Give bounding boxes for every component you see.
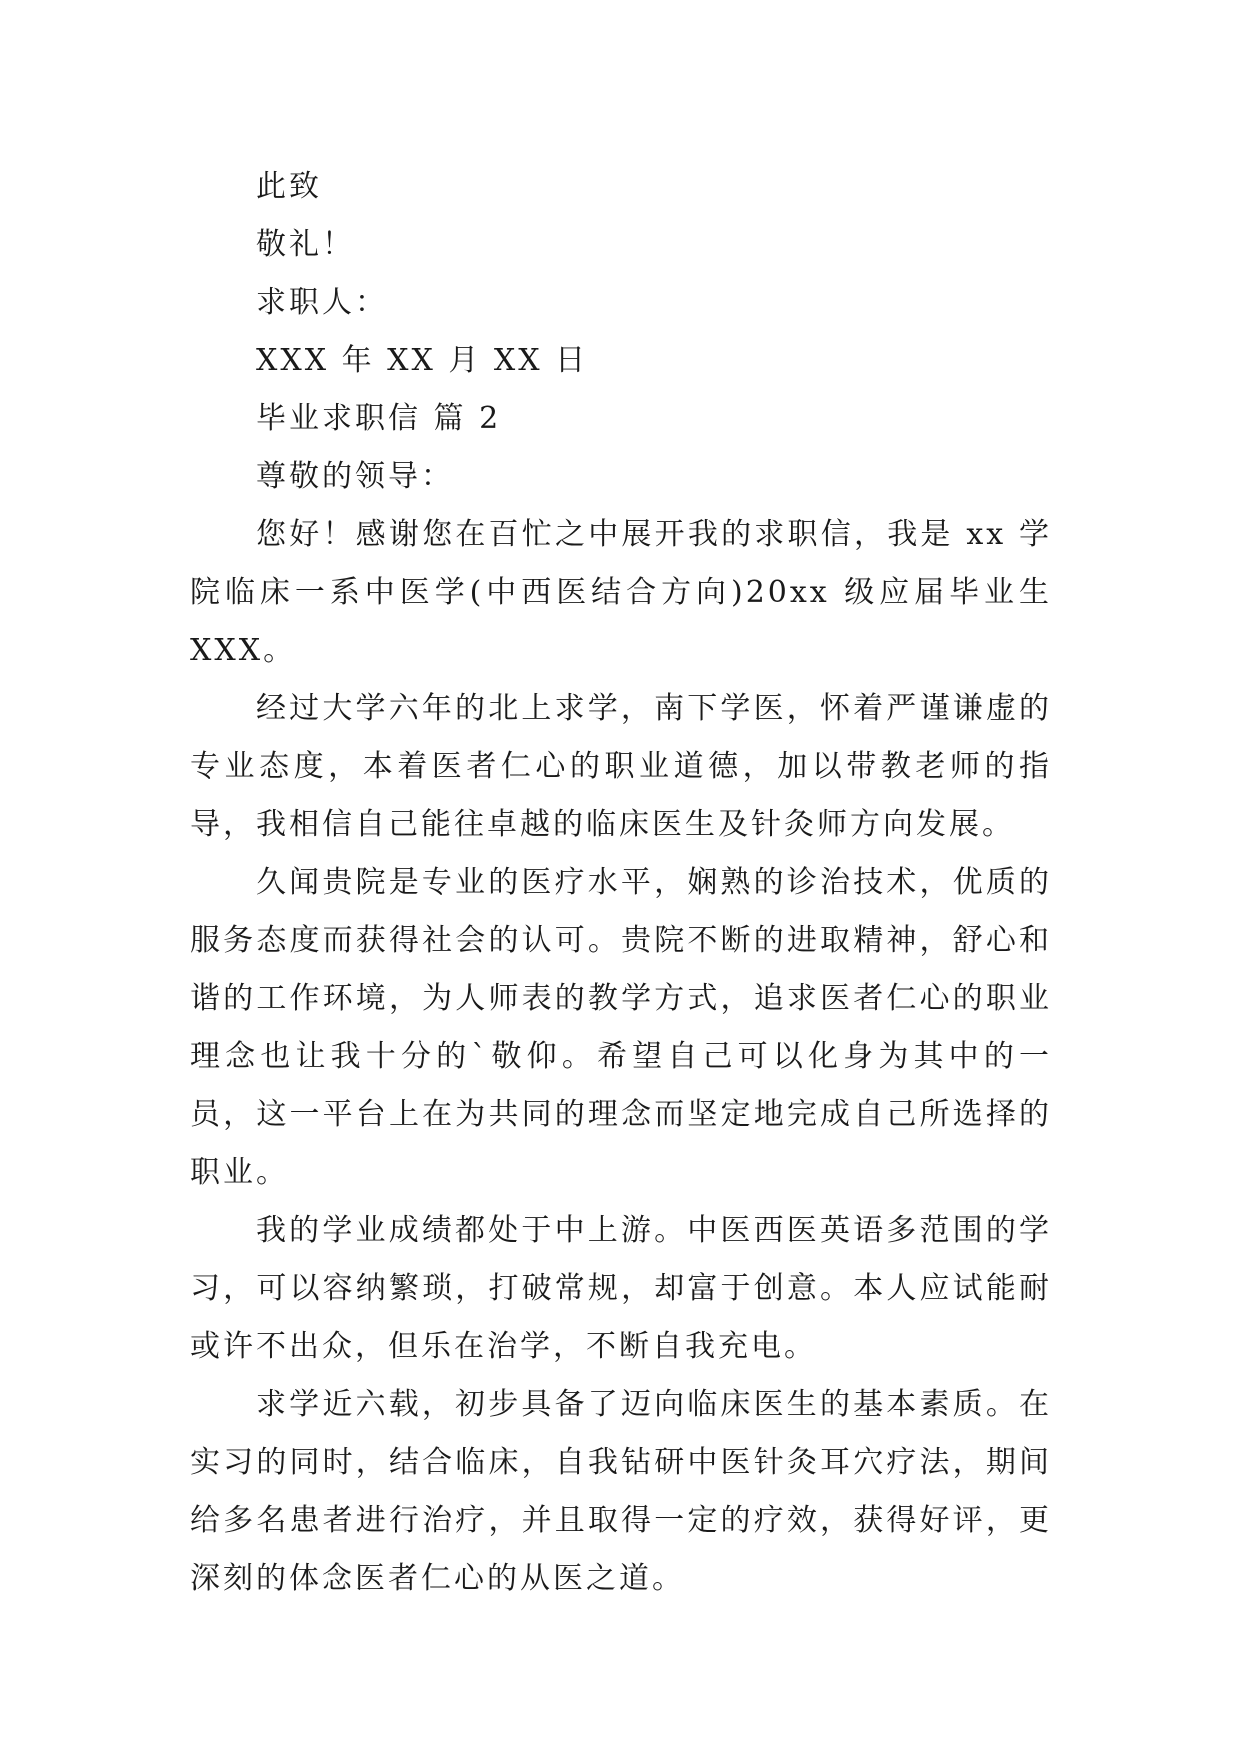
- closing-salutation: 此致: [256, 169, 322, 204]
- letter-date: XXX 年 XX 月 XX 日: [256, 343, 589, 378]
- greeting: 尊敬的领导：: [256, 459, 454, 494]
- paragraph-intro: 您好！感谢您在百忙之中展开我的求职信，我是 xx 学院临床一系中医学(中西医结合方向)20xx 级应届毕业生 XXX。: [190, 517, 1052, 668]
- paragraph-background: 经过大学六年的北上求学，南下学医，怀着严谨谦虚的专业态度，本着医者仁心的职业道德，加以带教老师的指导，我相信自己能往卓越的临床医生及针灸师方向发展。: [190, 691, 1052, 842]
- letter-section-title: 毕业求职信 篇 2: [256, 401, 502, 436]
- document-body: [190, 158, 1052, 1608]
- closing-regards: 敬礼！: [256, 227, 355, 262]
- paragraph-hospital: 久闻贵院是专业的医疗水平，娴熟的诊治技术，优质的服务态度而获得社会的认可。贵院不断的进取精神，舒心和谐的工作环境，为人师表的教学方式，追求医者仁心的职业理念也让我十分的`敬仰。希望自己可以化身为其中的一员，这一平台上在为共同的理念而坚定地完成自己所选择的职业。: [190, 865, 1052, 1190]
- paragraph-academics: 我的学业成绩都处于中上游。中医西医英语多范围的学习，可以容纳繁琐，打破常规，却富于创意。本人应试能耐或许不出众，但乐在治学，不断自我充电。: [190, 1213, 1052, 1364]
- paragraph-practice: 求学近六载，初步具备了迈向临床医生的基本素质。在实习的同时，结合临床，自我钻研中医针灸耳穴疗法，期间给多名患者进行治疗，并且取得一定的疗效，获得好评，更深刻的体念医者仁心的从医之道。: [190, 1387, 1052, 1596]
- applicant-label: 求职人：: [256, 285, 388, 320]
